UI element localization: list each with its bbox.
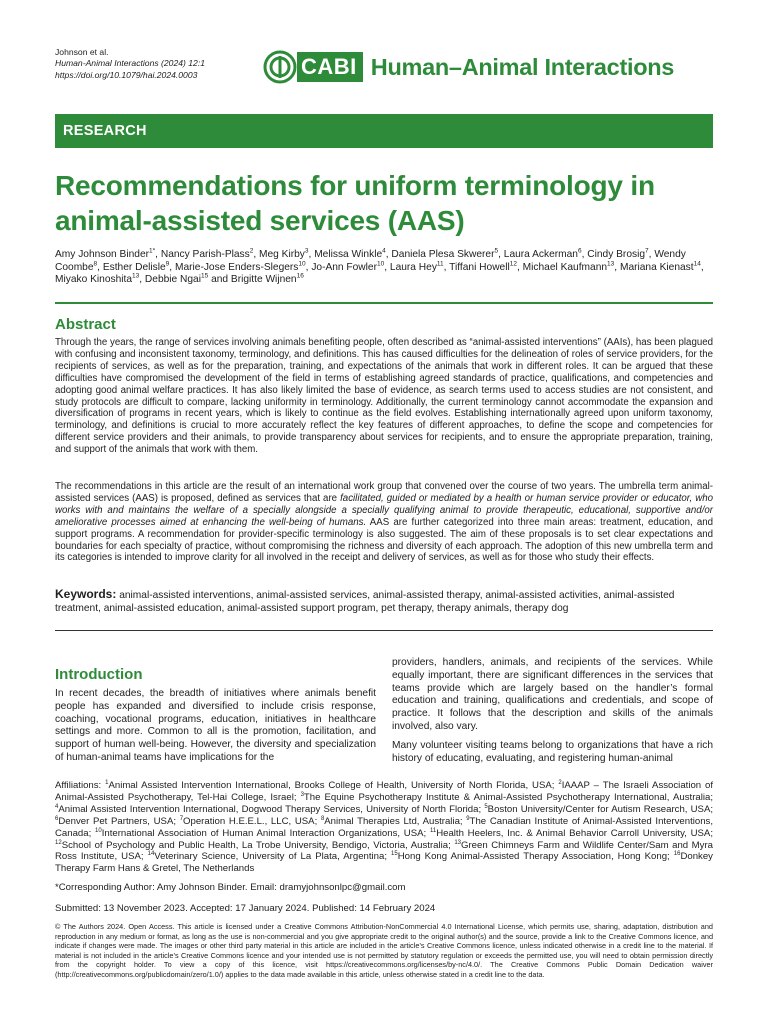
affiliation-marker: 14 (147, 851, 155, 858)
affiliation-marker: 3 (300, 791, 304, 798)
author-affiliation-marker: 8 (93, 260, 98, 268)
abstract-text: The recommendations in this article are the result of an international work group that convened over the course of two years. The umbrella term animal-assisted services (AAS) is proposed, defined as services that are (55, 481, 713, 504)
affiliations (55, 780, 713, 875)
author-affiliation-marker: 9 (165, 260, 170, 268)
doi-link[interactable]: https://doi.org/10.1079/hai.2024.0003 (55, 69, 198, 80)
abstract-heading: Abstract (55, 316, 116, 333)
author-affiliation-marker: 10 (377, 260, 385, 268)
author-name: Amy Johnson Binder (55, 249, 150, 260)
author-name: Daniela Plesa Skwerer (391, 249, 495, 260)
affiliation-marker: 10 (95, 827, 102, 834)
author-name: Esther Delisle (102, 261, 166, 273)
article-title: Recommendations for uniform terminology in animal-assisted services (AAS) (55, 170, 655, 236)
affiliation-marker: 16 (673, 851, 681, 858)
author-affiliation-marker: 12 (509, 260, 517, 268)
affiliation-text: International Association of Human Animal Interaction Organizations, USA; (101, 827, 427, 839)
author-name: Meg Kirby (259, 249, 305, 260)
journal-brand (263, 49, 674, 85)
author-affiliation-marker: 15 (201, 272, 209, 280)
author-name: Mariana Kienast (619, 261, 694, 273)
introduction-heading: Introduction (55, 666, 143, 683)
author-name: Miyako Kinoshita (55, 274, 133, 286)
body-paragraph: providers, handlers, animals, and recipients of the services. While equally important, there are significant differences in the services that teams provide which are largely based on the handler’s formal education and training, qualifications and credentials, and scope of practice. It follows that the description and skills of the animals involved, also vary. (392, 657, 713, 732)
author-short: Johnson et al. (55, 47, 109, 57)
author-name: Cindy Brosig (587, 249, 646, 260)
cabi-swirl-icon (263, 50, 297, 84)
author-affiliation-marker: 7 (645, 247, 649, 255)
affiliation-text: Animal Assisted Intervention International, Brooks College of Health, University of North Florida, USA; (108, 780, 555, 791)
body-paragraph: Many volunteer visiting teams belong to organizations that have a rich history of educating, evaluating, and registering human-animal (392, 739, 713, 764)
author-name: Brigitte Wijnen (230, 274, 297, 286)
affiliation-text: Operation H.E.E.L., LLC, USA; (183, 815, 318, 827)
affiliation-text: Animal Assisted Intervention International, Dogwood Therapy Services, University of North Florida; (58, 803, 482, 815)
affiliation-text: IAAAP – The Israeli Association of Animal-Assisted Psychotherapy, Tel-Hai College, Israel; (55, 780, 714, 803)
section-banner (55, 114, 713, 148)
author-affiliation-marker: 14 (693, 260, 701, 268)
abstract-text: AAS are further categorized into three main areas: treatment, education, and support programs. A recommendation for provider-specific terminology is also suggested. The aim of these proposals is to set clear expectations and boundaries for each specialty of practice, without compromising the richness and diversity of each approach. The adoption of this new umbrella term and its categories is intended to improve clarity for all involved in the receipt and delivery of services, as well as for those who study their effects. (55, 516, 713, 564)
divider (55, 302, 713, 304)
cabi-wordmark: CABI (297, 52, 363, 82)
author-affiliation-marker: 13 (132, 272, 140, 280)
author-affiliation-marker: 6 (577, 247, 582, 255)
author-list: Amy Johnson Binder$^{1*}$, Nancy Parish-Plass$^2$, Meg Kirby$^3$, Melissa Winkle$^4$, Daniela Plesa Skwerer$^5$, Laura Ackerman$^6$, Cindy Brosig$^7$, Wendy Coombe$^8$, Esther Delisle$^9$, Marie-Jose Enders-Slegers$^{10}$, Jo-Ann Fowler$^{10}$, Laura Hey$^{11}$, Tiffani Howell$^{12}$, Michael Kaufmann$^{13}$, Mariana Kienast$^{14}$, Miyako Kinoshita$^{13}$, Debbie Ngai$^{15}$ and Brigitte Wijnen$^{16}$ (55, 247, 704, 286)
author-name: Laura Ackerman (503, 249, 578, 260)
corresponding-author: *Corresponding Author: Amy Johnson Binder. Email: dramyjohnsonlpc@gmail.com (55, 882, 406, 893)
author-name: Tiffani Howell (449, 261, 510, 273)
author-name: Laura Hey (389, 261, 437, 273)
author-affiliation-marker: 10 (298, 260, 306, 268)
author-name: Marie-Jose Enders-Slegers (174, 261, 299, 273)
author-affiliation-marker: 1* (149, 247, 156, 255)
author-affiliation-marker: 2 (249, 247, 254, 255)
cabi-logo (263, 50, 363, 84)
affiliation-text: Green Chimneys Farm and Wildlife Center/Sam and Myra Ross Institute, USA; (55, 839, 714, 863)
license-notice: © The Authors 2024. Open Access. This article is licensed under a Creative Commons Attribution-NonCommercial 4.0 International License, which permits use, sharing, adaptation, distribution and reproduction in any medium or format, as long as the use is non-commercial and you give appropriate credit to the original author(s) and the source, provide a link to the Creative Commons licence, and indicate if changes were made. The images or other third party material in this article are included in the article’s Creative Commons licence, unless indicated otherwise in a credit line to the material. If material is not included in the article’s Creative Commons licence and your intended use is not permitted by statutory regulation or exceeds the permitted use, you will need to obtain permission directly from the copyright holder. To view a copy of this licence, visit https://creativecommons.org/licenses/by-nc/4.0/. The Creative Commons Public Domain Dedication waiver (http://creativecommons.org/publicdomain/zero/1.0/) applies to the data made available in this article, unless otherwise stated in a credit line to the data. (55, 922, 713, 979)
author-name: Wendy Coombe (55, 249, 686, 273)
affiliation-text: Donkey Therapy Farm Hans & Gretel, The Netherlands (55, 851, 713, 875)
keywords-label: Keywords: (55, 587, 117, 601)
citation-block (55, 47, 205, 81)
author-affiliation-marker: 16 (296, 272, 304, 280)
divider (55, 630, 713, 631)
affiliation-text: The Canadian Institute of Animal-Assisted Interventions, Canada; (55, 815, 714, 839)
affiliation-text: Denver Pet Partners, USA; (58, 815, 177, 827)
affiliation-marker: 11 (429, 827, 437, 834)
affiliation-marker: 2 (558, 779, 562, 786)
affiliation-marker: 7 (179, 815, 184, 822)
abstract-paragraph: Through the years, the range of services involving animals benefiting people, often described as “animal-assisted interventions” (AAIs), has been plagued with confusing and inconsistent taxonomy, terminology, and definitions. This has caused difficulties for the delineation of roles of service providers, for the recipients of services, as well as for the preparation, training, and expectations of the animals that work in different roles. It can be argued that these difficulties have compromised the development of the field in terms of establishing agreed standards of practice, qualifications, and competencies and adopting good animal welfare practices. It has also likely limited the base of evidence, as search terms used to access studies are not consistent, and study protocols are difficult to compare, lacking uniformity in terminology. Additionally, the current terminology cannot accommodate the expansion and diversification of programs in recent years, which is likely to continue as the field evolves. Establishing internationally agreed upon uniform taxonomy, terminology, and definitions is crucial to more accurately reflect the key features of different approaches, to define the scope and competencies for different service providers and their animals, to provide transparency about services for recipients, and to ensure the appropriate preparation, training, and support of the animals that work with them. (55, 337, 713, 456)
affiliation-marker: 15 (391, 851, 398, 858)
publication-dates: Submitted: 13 November 2023. Accepted: 17 January 2024. Published: 14 February 2024 (55, 903, 436, 914)
affiliation-text: Health Heelers, Inc. & Animal Behavior Carroll University, USA; (436, 827, 713, 839)
affiliation-marker: 13 (454, 839, 462, 846)
affiliation-marker: 6 (55, 815, 59, 822)
affiliation-marker: 8 (320, 815, 325, 822)
author-affiliation-marker: 5 (494, 247, 499, 255)
author-name: Nancy Parish-Plass (160, 249, 250, 260)
journal-citation: Human-Animal Interactions (2024) 12:1 (55, 58, 205, 69)
journal-name: Human–Animal Interactions (370, 53, 675, 80)
author-name: Debbie Ngai (144, 274, 201, 286)
author-affiliation-marker: 3 (304, 247, 309, 255)
author-name: Michael Kaufmann (522, 261, 608, 273)
affiliations-label: Affiliations: (55, 780, 102, 791)
keywords (55, 588, 713, 615)
affiliation-text: School of Psychology and Public Health, La Trobe University, Bendigo, Victoria, Australia; (61, 839, 451, 851)
author-name: Jo-Ann Fowler (311, 261, 377, 273)
body-column-left (55, 688, 376, 765)
affiliation-marker: 4 (55, 803, 59, 810)
affiliation-marker: 5 (484, 803, 488, 810)
abstract-paragraph (55, 481, 713, 564)
body-paragraph: In recent decades, the breadth of initiatives where animals benefit people has expanded and diversified to include crisis response, coaching, vocational programs, education, initiatives in healthcare settings and more. Common to all is the promotion, facilitation, and support of human well-being. However, the diversity and specialization of human-animal teams have implications for the (55, 688, 376, 763)
aas-definition: facilitated, guided or mediated by a health or human service provider or educator, who works with and maintains the welfare of a specially alongside a specially qualifying animal to provide therapeutic, educational, supportive and/or ameliorative processes aimed at enhancing the well-being of humans. (55, 492, 713, 528)
affiliation-text: The Equine Psychotherapy Institute & Animal-Assisted Psychotherapy International, Australia; (303, 791, 714, 803)
affiliation-text: Boston University/Center for Autism Research, USA; (487, 803, 714, 815)
author-affiliation-marker: 4 (382, 247, 386, 255)
author-affiliation-marker: 11 (436, 260, 444, 268)
affiliation-text: Veterinary Science, University of La Plata, Argentina; (154, 851, 387, 863)
affiliation-marker: 9 (466, 815, 470, 822)
author-affiliation-marker: 13 (607, 260, 615, 268)
keywords-text: animal-assisted interventions, animal-assisted services, animal-assisted therapy, animal-assisted activities, animal-assisted treatment, animal-assisted education, animal-assisted support program, pet therapy, therapy animals, therapy dog (55, 590, 675, 614)
affiliation-text: Animal Therapies Ltd, Australia; (324, 815, 463, 827)
affiliation-marker: 12 (55, 839, 62, 846)
affiliation-text: Hong Kong Animal-Assisted Therapy Association, Hong Kong; (397, 851, 670, 863)
body-column-right (392, 657, 713, 771)
affiliation-marker: 1 (105, 779, 109, 786)
author-name: Melissa Winkle (314, 249, 383, 260)
section-label: RESEARCH (63, 123, 147, 139)
